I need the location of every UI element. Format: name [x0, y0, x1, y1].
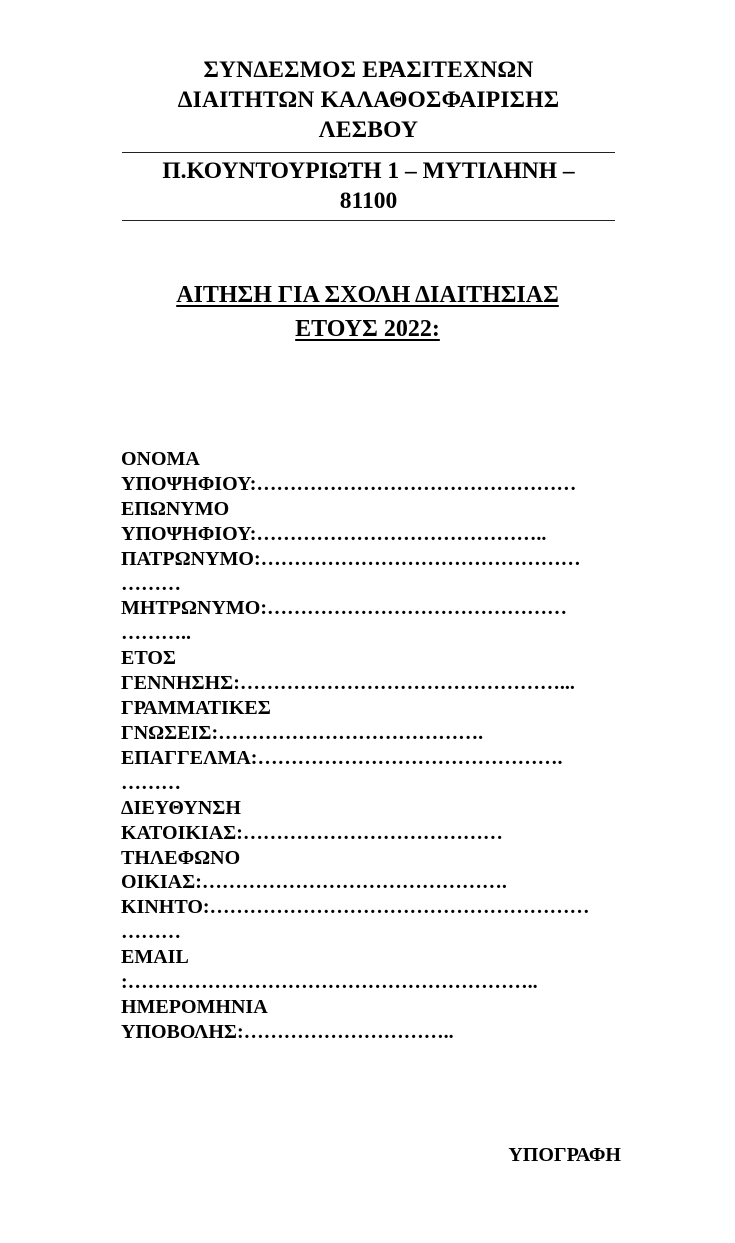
form-line-onoma-label[interactable]: ΟΝΟΜΑ	[121, 448, 200, 470]
form-line-patronymo-value[interactable]: ΠΑΤΡΩΝΥΜΟ:…………………………………………	[121, 547, 581, 570]
form-line-kinito-overflow[interactable]: ………	[121, 921, 181, 944]
form-line-email-label[interactable]: EMAIL	[121, 946, 189, 969]
form-line-dieuthynsi-label[interactable]: ΔΙΕΥΘΥΝΣΗ	[121, 796, 241, 819]
form-line-grammatikes-label[interactable]: ΓΡΑΜΜΑΤΙΚΕΣ	[121, 697, 271, 720]
address-postal-code: 81100	[339, 188, 398, 214]
form-line-kinito-value[interactable]: ΚΙΝΗΤΟ:…………………………………………………	[121, 896, 590, 919]
signature-label: ΥΠΟΓΡΑΦΗ	[508, 1144, 621, 1166]
form-line-patronymo-overflow[interactable]: ………	[121, 572, 181, 595]
letterhead	[122, 55, 615, 221]
form-line-gnoseis-value[interactable]: ΓΝΩΣΕΙΣ:………………………………….	[121, 721, 484, 744]
address-line-1: Π.ΚΟΥΝΤΟΥΡΙΩΤΗ 1 – ΜΥΤΙΛΗΝΗ –	[162, 158, 575, 184]
form-line-etos-gennisis-label[interactable]: ΕΤΟΣ	[121, 647, 176, 670]
form-line-mitronymo-value[interactable]: ΜΗΤΡΩΝΥΜΟ:………………………………………	[121, 597, 567, 620]
organization-address	[122, 153, 615, 220]
form-line-tilefono-label[interactable]: ΤΗΛΕΦΩΝΟ	[121, 846, 241, 869]
form-line-email-value[interactable]: :……………………………………………………..	[121, 971, 538, 994]
form-line-ypovolis-value[interactable]: ΥΠΟΒΟΛΗΣ:…………………………..	[121, 1020, 454, 1043]
page-title	[100, 278, 635, 346]
form-line-etos-gennisis-value[interactable]: ΓΕΝΝΗΣΗΣ:…………………………………………...	[121, 672, 575, 695]
form-line-imerominia-label[interactable]: ΗΜΕΡΟΜΗΝΙΑ	[121, 995, 268, 1018]
form-line-mitronymo-overflow[interactable]: ………..	[121, 622, 191, 645]
page-title-line-2: ΕΤΟΥΣ 2022:	[295, 316, 440, 342]
form-fields	[121, 447, 621, 1045]
form-line-katoikias-value[interactable]: ΚΑΤΟΙΚΙΑΣ:…………………………………	[121, 821, 503, 844]
form-line-oikias-value[interactable]: ΟΙΚΙΑΣ:……………………………………….	[121, 871, 507, 894]
organization-name-line-1: ΣΥΝΔΕΣΜΟΣ ΕΡΑΣΙΤΕΧΝΩΝ	[203, 57, 534, 83]
form-line-eponymo-value[interactable]: ΥΠΟΨΗΦΙΟΥ:……………………………………..	[121, 522, 547, 545]
page-title-line-1: ΑΙΤΗΣΗ ΓΙΑ ΣΧΟΛΗ ΔΙΑΙΤΗΣΙΑΣ	[176, 282, 559, 308]
form-line-epaggelma-value[interactable]: ΕΠΑΓΓΕΛΜΑ:……………………………………….	[121, 746, 563, 769]
organization-name-line-2: ΔΙΑΙΤΗΤΩΝ ΚΑΛΑΘΟΣΦΑΙΡΙΣΗΣ	[177, 87, 560, 113]
form-line-onoma-value[interactable]: ΥΠΟΨΗΦΙΟΥ:…………………………………………	[121, 472, 577, 495]
header-divider-bottom	[122, 220, 615, 221]
form-line-epaggelma-overflow[interactable]: ………	[121, 771, 181, 794]
organization-name	[122, 55, 615, 145]
form-line-eponymo-label[interactable]: ΕΠΩΝΥΜΟ	[121, 497, 230, 520]
organization-name-line-3: ΛΕΣΒΟΥ	[318, 117, 419, 143]
